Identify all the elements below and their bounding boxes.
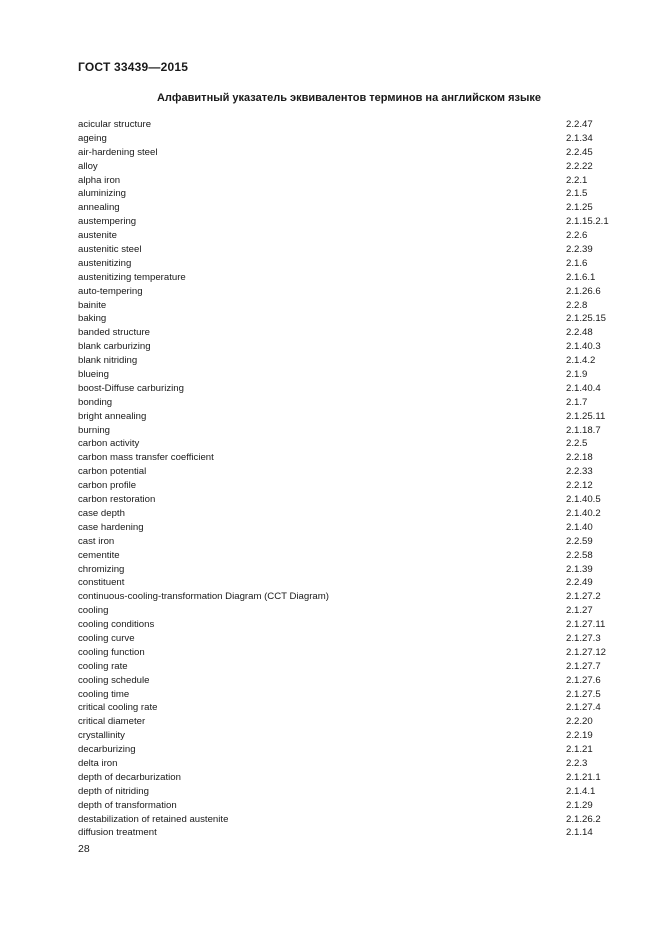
index-term: austenitic steel bbox=[78, 244, 142, 256]
index-reference: 2.2.33 bbox=[566, 466, 593, 478]
index-entry bbox=[78, 826, 623, 840]
index-entry bbox=[78, 535, 623, 549]
index-term: auto-tempering bbox=[78, 285, 143, 297]
index-entry bbox=[78, 132, 623, 146]
index-entry bbox=[78, 187, 623, 201]
index-term: cooling time bbox=[78, 688, 130, 700]
index-reference: 2.1.40.3 bbox=[566, 341, 601, 353]
index-reference: 2.1.26.6 bbox=[566, 285, 601, 297]
index-entry bbox=[78, 410, 623, 424]
index-term: austenitizing bbox=[78, 257, 132, 269]
index-entry bbox=[78, 312, 623, 326]
index-entry bbox=[78, 646, 623, 660]
index-reference: 2.1.27.2 bbox=[566, 591, 601, 603]
index-term: depth of transformation bbox=[78, 799, 177, 811]
index-entry bbox=[78, 465, 623, 479]
index-term: carbon activity bbox=[78, 438, 140, 450]
index-reference: 2.1.26.2 bbox=[566, 813, 601, 825]
index-term: blueing bbox=[78, 369, 109, 381]
index-entry bbox=[78, 771, 623, 785]
index-reference: 2.2.3 bbox=[566, 757, 588, 769]
index-entry bbox=[78, 688, 623, 702]
index-term: burning bbox=[78, 424, 111, 436]
index-term: constituent bbox=[78, 577, 125, 589]
index-entry bbox=[78, 701, 623, 715]
index-term: cooling bbox=[78, 605, 109, 617]
index-reference: 2.2.20 bbox=[566, 716, 593, 728]
index-reference: 2.2.5 bbox=[566, 438, 588, 450]
index-entry bbox=[78, 229, 623, 243]
index-term: austempering bbox=[78, 216, 137, 228]
index-entry bbox=[78, 382, 623, 396]
index-reference: 2.1.18.7 bbox=[566, 424, 601, 436]
index-term: annealing bbox=[78, 202, 120, 214]
index-entry bbox=[78, 521, 623, 535]
index-reference: 2.1.25.11 bbox=[566, 410, 606, 422]
index-reference: 2.1.27.11 bbox=[566, 619, 606, 631]
index-term: critical diameter bbox=[78, 716, 146, 728]
index-reference: 2.2.19 bbox=[566, 730, 593, 742]
index-reference: 2.1.39 bbox=[566, 563, 593, 575]
index-reference: 2.2.1 bbox=[566, 174, 588, 186]
index-term: alloy bbox=[78, 160, 98, 172]
index-reference: 2.1.4.2 bbox=[566, 355, 596, 367]
index-term: austenitizing temperature bbox=[78, 271, 186, 283]
index-term: blank carburizing bbox=[78, 341, 151, 353]
index-term: carbon mass transfer coefficient bbox=[78, 452, 214, 464]
term-index bbox=[78, 118, 623, 840]
index-reference: 2.1.27.12 bbox=[566, 646, 607, 658]
index-reference: 2.1.27.3 bbox=[566, 632, 601, 644]
index-term: critical cooling rate bbox=[78, 702, 158, 714]
index-entry bbox=[78, 215, 623, 229]
index-reference: 2.1.6.1 bbox=[566, 271, 596, 283]
index-entry bbox=[78, 160, 623, 174]
index-reference: 2.2.8 bbox=[566, 299, 588, 311]
index-entry bbox=[78, 271, 623, 285]
index-term: cooling schedule bbox=[78, 674, 150, 686]
index-entry bbox=[78, 507, 623, 521]
index-reference: 2.1.5 bbox=[566, 188, 588, 200]
index-term: case hardening bbox=[78, 521, 144, 533]
index-term: case depth bbox=[78, 507, 125, 519]
index-entry bbox=[78, 243, 623, 257]
index-term: cooling function bbox=[78, 646, 145, 658]
index-reference: 2.1.6 bbox=[566, 257, 588, 269]
index-reference: 2.2.22 bbox=[566, 160, 593, 172]
index-term: decarburizing bbox=[78, 744, 136, 756]
index-entry bbox=[78, 799, 623, 813]
index-reference: 2.2.18 bbox=[566, 452, 593, 464]
index-term: cooling curve bbox=[78, 632, 135, 644]
index-term: aluminizing bbox=[78, 188, 126, 200]
index-entry bbox=[78, 299, 623, 313]
index-reference: 2.1.27.5 bbox=[566, 688, 601, 700]
index-entry bbox=[78, 479, 623, 493]
index-reference: 2.2.6 bbox=[566, 230, 588, 242]
index-reference: 2.1.4.1 bbox=[566, 785, 596, 797]
index-reference: 2.1.40.4 bbox=[566, 382, 601, 394]
index-entry bbox=[78, 632, 623, 646]
index-reference: 2.1.7 bbox=[566, 396, 588, 408]
index-entry bbox=[78, 660, 623, 674]
index-entry bbox=[78, 604, 623, 618]
index-term: acicular structure bbox=[78, 119, 152, 130]
index-reference: 2.1.40.2 bbox=[566, 507, 601, 519]
index-reference: 2.2.12 bbox=[566, 480, 593, 492]
index-entry bbox=[78, 590, 623, 604]
index-term: blank nitriding bbox=[78, 355, 138, 367]
index-reference: 2.1.14 bbox=[566, 827, 593, 839]
index-term: destabilization of retained austenite bbox=[78, 813, 229, 825]
index-reference: 2.1.34 bbox=[566, 132, 593, 144]
index-entry bbox=[78, 493, 623, 507]
index-term: carbon profile bbox=[78, 480, 137, 492]
index-reference: 2.1.29 bbox=[566, 799, 593, 811]
index-entry bbox=[78, 368, 623, 382]
index-entry bbox=[78, 729, 623, 743]
index-term: carbon restoration bbox=[78, 494, 156, 506]
index-term: diffusion treatment bbox=[78, 827, 157, 839]
index-term: delta iron bbox=[78, 757, 118, 769]
index-entry bbox=[78, 118, 623, 132]
index-reference: 2.1.40 bbox=[566, 521, 593, 533]
index-entry bbox=[78, 813, 623, 827]
index-term: depth of nitriding bbox=[78, 785, 149, 797]
index-reference: 2.2.58 bbox=[566, 549, 593, 561]
index-reference: 2.2.39 bbox=[566, 244, 593, 256]
index-reference: 2.1.9 bbox=[566, 369, 588, 381]
index-term: bonding bbox=[78, 396, 113, 408]
index-reference: 2.1.21 bbox=[566, 744, 593, 756]
index-entry bbox=[78, 396, 623, 410]
index-entry bbox=[78, 563, 623, 577]
document-code: ГОСТ 33439—2015 bbox=[78, 60, 189, 74]
index-term: baking bbox=[78, 313, 107, 325]
index-term: cementite bbox=[78, 549, 120, 561]
index-term: cooling conditions bbox=[78, 619, 155, 631]
index-entry bbox=[78, 674, 623, 688]
index-entry bbox=[78, 549, 623, 563]
index-entry bbox=[78, 437, 623, 451]
index-reference: 2.1.27.7 bbox=[566, 660, 601, 672]
index-reference: 2.1.27.4 bbox=[566, 702, 601, 714]
index-reference: 2.2.48 bbox=[566, 327, 593, 339]
section-title: Алфавитный указатель эквивалентов терминов на английском языке bbox=[156, 92, 541, 104]
index-reference: 2.1.25.15 bbox=[566, 313, 607, 325]
index-entry bbox=[78, 743, 623, 757]
page-number: 28 bbox=[78, 843, 90, 855]
index-term: banded structure bbox=[78, 327, 150, 339]
index-reference: 2.2.45 bbox=[566, 146, 593, 158]
index-term: bainite bbox=[78, 299, 107, 311]
index-entry bbox=[78, 424, 623, 438]
index-term: boost-Diffuse carburizing bbox=[78, 382, 184, 394]
index-term: crystallinity bbox=[78, 730, 125, 742]
index-term: carbon potential bbox=[78, 466, 147, 478]
index-term: cast iron bbox=[78, 535, 115, 547]
index-term: austenite bbox=[78, 230, 117, 242]
index-entry bbox=[78, 451, 623, 465]
index-term: air-hardening steel bbox=[78, 146, 158, 158]
index-term: cooling rate bbox=[78, 660, 128, 672]
index-reference: 2.2.59 bbox=[566, 535, 593, 547]
index-reference: 2.2.49 bbox=[566, 577, 593, 589]
index-reference: 2.1.40.5 bbox=[566, 494, 601, 506]
index-term: chromizing bbox=[78, 563, 125, 575]
index-reference: 2.1.27.6 bbox=[566, 674, 601, 686]
index-entry bbox=[78, 576, 623, 590]
index-term: depth of decarburization bbox=[78, 771, 181, 783]
index-term: alpha iron bbox=[78, 174, 121, 186]
index-reference: 2.1.27 bbox=[566, 605, 593, 617]
index-entry bbox=[78, 201, 623, 215]
index-entry bbox=[78, 257, 623, 271]
index-entry bbox=[78, 326, 623, 340]
index-term: bright annealing bbox=[78, 410, 147, 422]
index-entry bbox=[78, 715, 623, 729]
index-entry bbox=[78, 340, 623, 354]
index-reference: 2.2.47 bbox=[566, 119, 593, 130]
index-reference: 2.1.21.1 bbox=[566, 771, 601, 783]
index-entry bbox=[78, 757, 623, 771]
index-entry bbox=[78, 285, 623, 299]
index-term: ageing bbox=[78, 132, 107, 144]
index-entry bbox=[78, 354, 623, 368]
index-term: continuous-cooling-transformation Diagram (CCT Diagram) bbox=[78, 591, 329, 603]
index-entry bbox=[78, 785, 623, 799]
index-reference: 2.1.15.2.1 bbox=[566, 216, 609, 228]
index-entry bbox=[78, 146, 623, 160]
index-entry bbox=[78, 618, 623, 632]
index-entry bbox=[78, 174, 623, 188]
index-reference: 2.1.25 bbox=[566, 202, 593, 214]
